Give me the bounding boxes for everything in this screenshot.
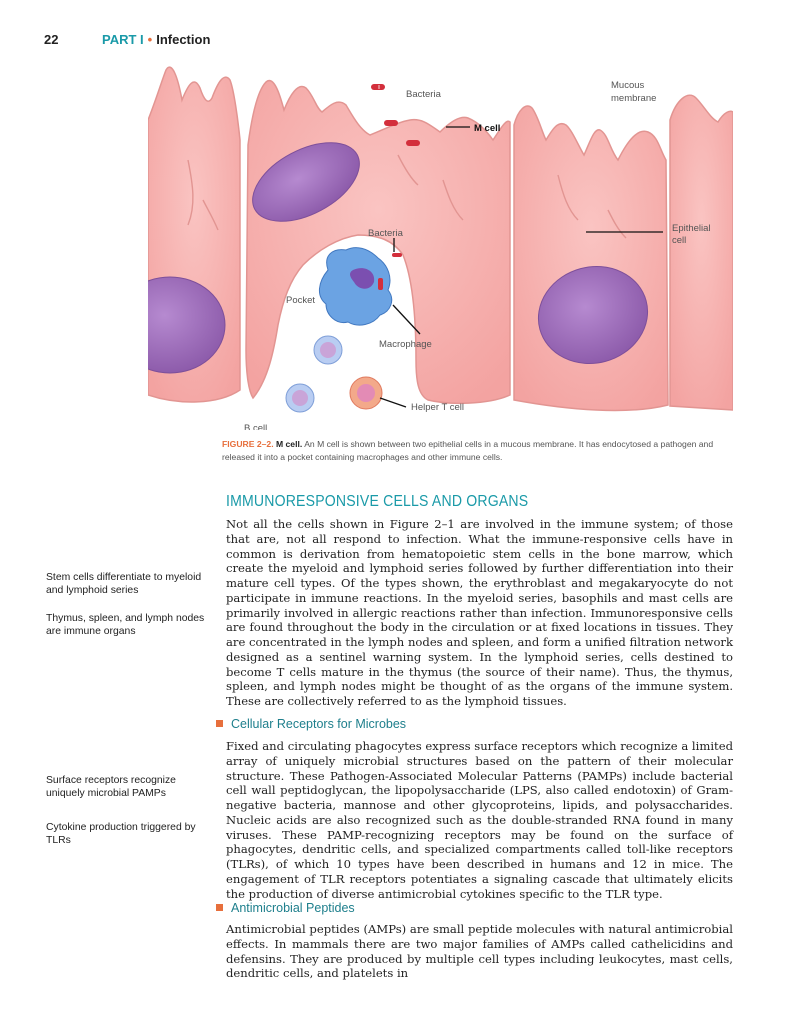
section-paragraph: Not all the cells shown in Figure 2–1 are involved in the immune system; of those that are, not all respond to infection. What the immune-responsive cells have in common is derivation from hematopoietic stem cells in the bone marrow, which create the myeloid and lymphoid series followed by further differentiation into their mature cell types. Of the types shown, the erythroblast and megakaryocyte do not participate in immune reactions. In the myeloid series, basophils and mast cells are primarily involved in allergic reactions rather than infection. Immunoresponsive cells are found throughout the body in the circulation or at fixed locations in tissues. They are concentrated in the lymph nodes and spleen, and form a unified filtration network designed as a sentinel warning system. In the lymphoid series, cells destined to become T cells mature in the thymus (the source of their name). Thus, the thymus, spleen, and lymph nodes might be thought of as the organs of the immune system. These are collectively referred to as the lymphoid tissues. [226,517,733,708]
label-epithelial-2: cell [672,235,687,246]
figure-number: FIGURE 2–2. [222,439,274,449]
section-heading: IMMUNORESPONSIVE CELLS AND ORGANS [226,493,529,510]
square-bullet-icon [216,904,223,911]
helper-t-leader [380,398,406,407]
square-bullet-icon [216,720,223,727]
figure-caption-text: An M cell is shown between two epithelial cells in a mucous membrane. It has endocytosed a pathogen and released it into a pocket containing macrophages and other immune cells. [222,439,714,462]
figure-title: M cell. [275,439,303,449]
subsection-paragraph-receptors: Fixed and circulating phagocytes express surface receptors which recognize a limited array of uniquely microbial structures based on the pattern of their molecular structure. These Pathogen-Associated Molecular Patterns (PAMPs) include bacterial cell wall peptidoglycan, the lipopolysaccharide (LPS, also called endotoxin) of Gram-negative bacteria, mannose and other glycoproteins, lipids, and polysaccharides. Nucleic acids are also recognized such as the double-stranded RNA found in many viruses. These PAMP-recognizing receptors may be found on the surface of phagocytes, dendritic cells, and specialized compartments called toll-like receptors (TLRs), of which 10 types have been described in humans and 12 in mice. The engagement of TLR receptors potentiates a signaling cascade that ultimately elicits the production of diverse antimicrobial cytokines specific to the TLR type. [226,739,733,901]
m-cell-body [246,81,510,404]
lymphocyte [314,336,342,364]
label-mucous-2: membrane [611,93,657,104]
label-bacteria-top: Bacteria [406,89,441,100]
label-mucous-1: Mucous [611,80,645,91]
sidenote: Stem cells differentiate to myeloid and lymphoid series [46,572,202,596]
section-name: Infection [156,32,211,47]
subsection-heading-receptors [216,717,406,731]
sidenote: Thymus, spleen, and lymph nodes are immune organs [46,613,205,637]
label-bacteria-pocket: Bacteria [368,228,403,239]
right-epithelial-cell [514,106,668,410]
bullet-icon: • [147,32,153,47]
helper-t-cell [350,377,382,409]
subsection-title: Antimicrobial Peptides [231,901,355,915]
label-m-cell: M cell [474,123,501,134]
label-pocket: Pocket [286,295,316,306]
label-macrophage: Macrophage [379,339,432,350]
b-cell [286,384,314,412]
m-cell-figure [148,60,733,430]
subsection-paragraph-peptides: Antimicrobial peptides (AMPs) are small peptide molecules with natural antimicrobial effects. In mammals there are two major families of AMPs called cathelicidins and defensins. They are produced by multiple cell types including leukocytes, mast cells, dendritic cells, and platelets in [226,922,733,981]
label-b-cell: B cell [244,423,268,430]
far-right-epithelial-cell [670,95,733,410]
label-helper-t-cell: Helper T cell [411,402,464,413]
part-label [102,32,210,47]
page-number: 22 [44,32,59,47]
part-name: PART I [102,32,144,47]
subsection-title: Cellular Receptors for Microbes [231,717,407,731]
sidenote: Cytokine production triggered by TLRs [46,822,196,846]
sidenote: Surface receptors recognize uniquely microbial PAMPs [46,775,176,799]
subsection-heading-peptides [216,901,355,915]
label-epithelial-1: Epithelial [672,223,711,234]
running-header [44,32,211,47]
macrophage [319,248,402,325]
figure-caption [222,438,737,464]
